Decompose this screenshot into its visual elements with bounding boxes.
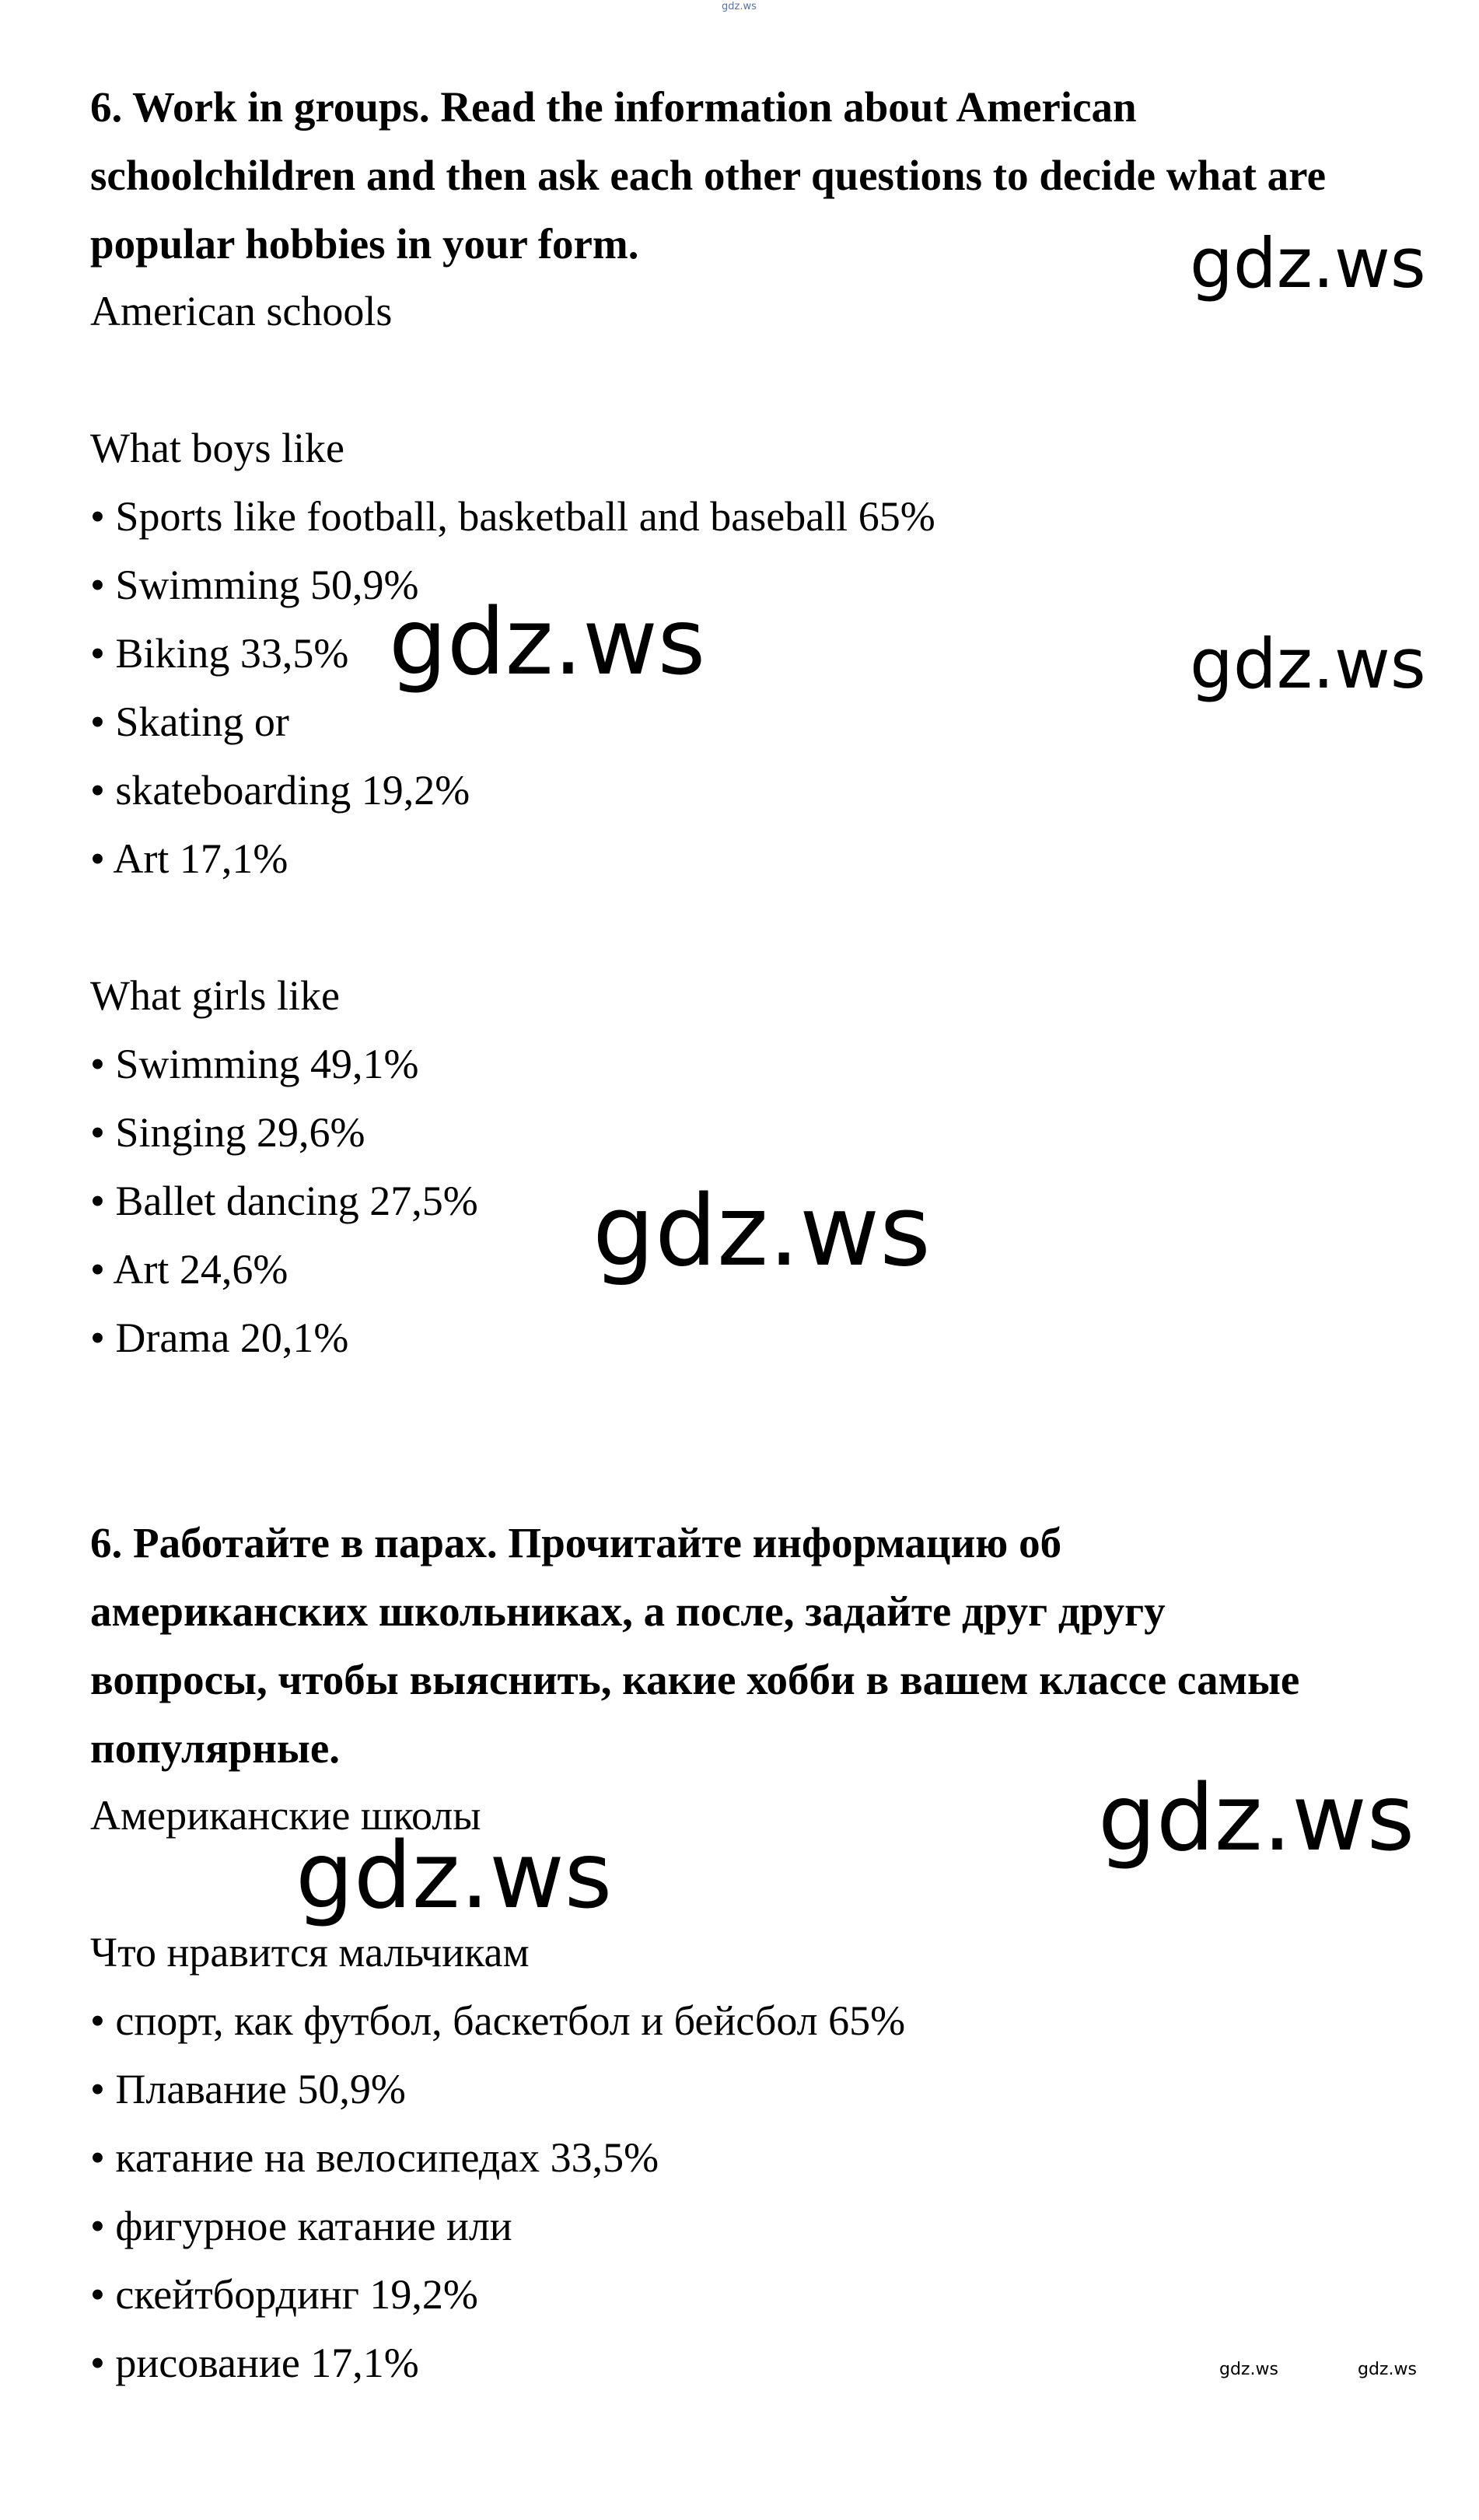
boys-list-title: What boys like <box>90 425 344 471</box>
watermark-top: gdz.ws <box>722 1 757 12</box>
girls-list-item: • Art 24,6% <box>90 1246 288 1293</box>
watermark: gdz.ws <box>1219 2360 1278 2379</box>
watermark: gdz.ws <box>593 1174 931 1288</box>
boys-list-item: • Sports like football, basketball and baseball 65% <box>90 493 935 540</box>
russian-boys-list-item: • фигурное катание или <box>90 2203 512 2249</box>
girls-list-item: • Swimming 49,1% <box>90 1041 419 1087</box>
english-heading-line-2: schoolchildren and then ask each other questions to decide what are <box>90 152 1327 199</box>
russian-heading-line-3: вопросы, чтобы выяснить, какие хобби в вашем классе самые <box>90 1656 1300 1703</box>
watermark: gdz.ws <box>1190 624 1426 704</box>
russian-heading-line-2: американских школьниках, а после, задайте друг другу <box>90 1587 1166 1635</box>
russian-boys-list-item: • катание на велосипедах 33,5% <box>90 2134 659 2181</box>
watermark: gdz.ws <box>295 1822 613 1929</box>
english-heading-line-1: 6. Work in groups. Read the information about American <box>90 83 1137 131</box>
boys-list-item: • Art 17,1% <box>90 835 288 882</box>
girls-list-title: What girls like <box>90 972 340 1019</box>
russian-boys-list-item: • спорт, как футбол, баскетбол и бейсбол 65% <box>90 1997 906 2044</box>
english-heading-line-3: popular hobbies in your form. <box>90 220 639 268</box>
boys-list-item: • Swimming 50,9% <box>90 562 419 608</box>
boys-list-item: • Biking 33,5% <box>90 630 349 677</box>
russian-boys-list-item: • Плавание 50,9% <box>90 2066 406 2112</box>
russian-heading-line-1: 6. Работайте в парах. Прочитайте информацию об <box>90 1519 1062 1566</box>
boys-list-item: • skateboarding 19,2% <box>90 767 470 814</box>
english-subtitle: American schools <box>90 288 393 334</box>
watermark: gdz.ws <box>1358 2360 1417 2379</box>
russian-boys-list-item: • рисование 17,1% <box>90 2340 419 2386</box>
russian-subtitle: Американские школы <box>90 1792 481 1839</box>
girls-list-item: • Ballet dancing 27,5% <box>90 1178 478 1224</box>
watermark: gdz.ws <box>1098 1764 1415 1871</box>
watermark: gdz.ws <box>1190 223 1426 303</box>
girls-list-item: • Singing 29,6% <box>90 1109 365 1156</box>
watermark: gdz.ws <box>389 588 706 695</box>
russian-heading-line-4: популярные. <box>90 1724 341 1772</box>
girls-list-item: • Drama 20,1% <box>90 1314 349 1361</box>
russian-boys-list-item: • скейтбординг 19,2% <box>90 2271 478 2318</box>
russian-boys-list-title: Что нравится мальчикам <box>90 1929 530 1976</box>
boys-list-item: • Skating or <box>90 698 289 745</box>
